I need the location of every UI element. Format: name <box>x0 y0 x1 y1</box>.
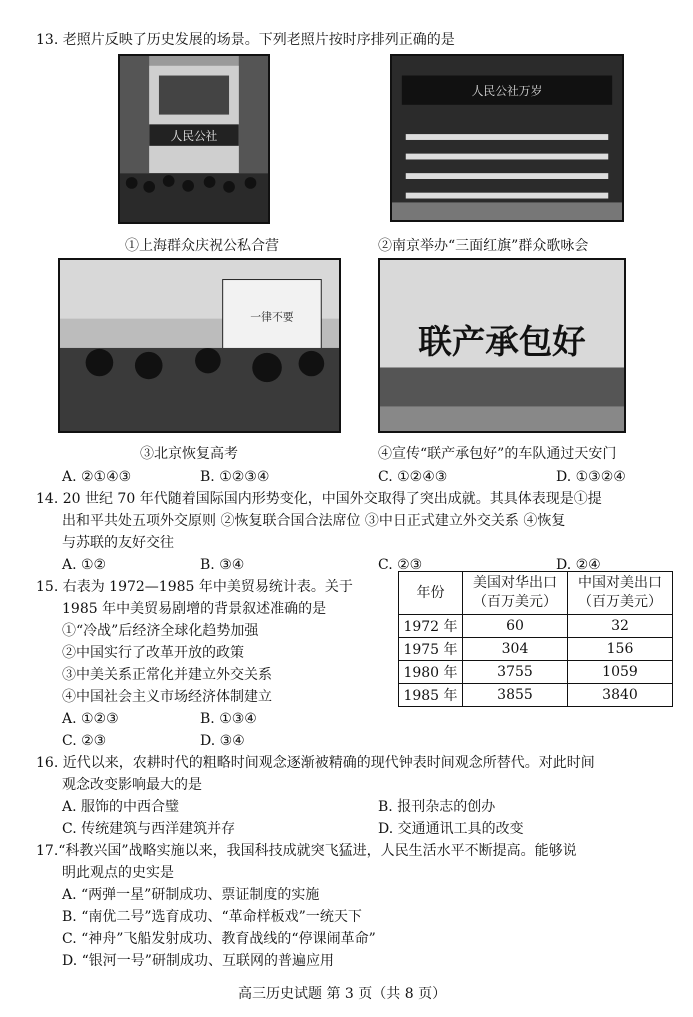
q15-item-4: ④中国社会主义市场经济体制建立 <box>62 689 272 705</box>
q17-option-b: B. “南优二号”选育成功、“革命样板戏”一统天下 <box>62 909 362 925</box>
q15-item-1: ①“冷战”后经济全球化趋势加强 <box>62 623 259 639</box>
header-us-export <box>463 572 568 615</box>
photo-1-image <box>118 54 270 224</box>
q14-option-a: A. ①② <box>62 557 107 573</box>
table-row <box>399 661 673 684</box>
q16-option-d: D. 交通通讯工具的改变 <box>378 821 524 837</box>
header-year: 年份 <box>399 572 463 615</box>
header-cn-export <box>568 572 673 615</box>
header-us-export-line-2: （百万美元） <box>473 594 557 610</box>
photo-2-banner-text: 人民公社万岁 <box>471 84 543 99</box>
header-cn-export-line-1: 中国对美出口 <box>578 575 662 591</box>
trade-table <box>398 571 673 707</box>
photo-1-banner-text: 人民公社 <box>170 128 218 143</box>
photo-3-caption: ③北京恢复高考 <box>140 446 238 462</box>
q13-option-a: A. ②①④③ <box>62 469 132 485</box>
q15-item-2: ②中国实行了改革开放的政策 <box>62 645 244 661</box>
q17-stem-line-1: 17.“科教兴国”战略实施以来，我国科技成就突飞猛进，人民生活水平不断提高。能够说 <box>36 843 577 859</box>
q14-option-d: D. ②④ <box>556 557 601 573</box>
header-us-export-line-1: 美国对华出口 <box>473 575 557 591</box>
trade-table-header-row <box>399 572 673 615</box>
table-row <box>399 684 673 707</box>
cell-us-export: 60 <box>463 615 568 638</box>
q15-stem-line-1: 15. 右表为 1972—1985 年中美贸易统计表。关于 <box>36 579 353 595</box>
page-footer: 高三历史试题 第 3 页（共 8 页） <box>238 986 447 1002</box>
q14-stem-line-1: 14. 20 世纪 70 年代随着国际国内形势变化，中国外交取得了突出成就。其具体表现是①提 <box>36 491 602 507</box>
q15-item-3: ③中美关系正常化并建立外交关系 <box>62 667 272 683</box>
cell-cn-export: 156 <box>568 638 673 661</box>
q13-option-d: D. ①③②④ <box>556 469 626 485</box>
photo-4-caption: ④宣传“联产承包好”的车队通过天安门 <box>378 446 617 462</box>
cell-us-export: 3855 <box>463 684 568 707</box>
table-row <box>399 638 673 661</box>
header-cn-export-line-2: （百万美元） <box>578 594 662 610</box>
q14-stem-line-3: 与苏联的友好交往 <box>62 535 174 551</box>
cell-year: 1972 年 <box>399 615 463 638</box>
photo-3-image <box>58 258 341 433</box>
cell-year: 1985 年 <box>399 684 463 707</box>
q17-stem-line-2: 明此观点的史实是 <box>62 865 174 881</box>
cell-cn-export: 1059 <box>568 661 673 684</box>
q13-option-b: B. ①②③④ <box>200 469 270 485</box>
cell-year: 1975 年 <box>399 638 463 661</box>
q14-option-c: C. ②③ <box>378 557 423 573</box>
q16-option-c: C. 传统建筑与西洋建筑并存 <box>62 821 236 837</box>
q14-stem-line-2: 出和平共处五项外交原则 ②恢复联合国合法席位 ③中日正式建立外交关系 ④恢复 <box>62 513 566 529</box>
q15-option-a: A. ①②③ <box>62 711 119 727</box>
q16-option-b: B. 报刊杂志的创办 <box>378 799 496 815</box>
q17-option-a: A. “两弹一星”研制成功、票证制度的实施 <box>62 887 320 903</box>
q15-option-c: C. ②③ <box>62 733 107 749</box>
photo-2-image <box>390 54 624 222</box>
q13-stem: 13. 老照片反映了历史发展的场景。下列老照片按时序排列正确的是 <box>36 32 455 48</box>
q15-option-d: D. ③④ <box>200 733 245 749</box>
q13-option-c: C. ①②④③ <box>378 469 448 485</box>
q16-option-a: A. 服饰的中西合璧 <box>62 799 180 815</box>
q16-stem-line-1: 16. 近代以来，农耕时代的粗略时间观念逐渐被精确的现代钟表时间观念所替代。对此时间 <box>36 755 595 771</box>
q17-option-d: D. “银河一号”研制成功、互联网的普遍应用 <box>62 953 334 969</box>
table-row <box>399 615 673 638</box>
photo-2-caption: ②南京举办“三面红旗”群众歌咏会 <box>378 238 589 254</box>
q14-option-b: B. ③④ <box>200 557 245 573</box>
photo-3-board-text: 一律不要 <box>250 310 294 324</box>
photo-4-image <box>378 258 626 433</box>
q15-option-b: B. ①③④ <box>200 711 257 727</box>
cell-cn-export: 32 <box>568 615 673 638</box>
cell-year: 1980 年 <box>399 661 463 684</box>
cell-cn-export: 3840 <box>568 684 673 707</box>
photo-4-slogan-text: 联产承包好 <box>418 321 586 361</box>
q16-stem-line-2: 观念改变影响最大的是 <box>62 777 202 793</box>
cell-us-export: 3755 <box>463 661 568 684</box>
q15-stem-line-2: 1985 年中美贸易剧增的背景叙述准确的是 <box>62 601 327 617</box>
q17-option-c: C. “神舟”飞船发射成功、教育战线的“停课闹革命” <box>62 931 376 947</box>
photo-1-caption: ①上海群众庆祝公私合营 <box>125 238 279 254</box>
cell-us-export: 304 <box>463 638 568 661</box>
